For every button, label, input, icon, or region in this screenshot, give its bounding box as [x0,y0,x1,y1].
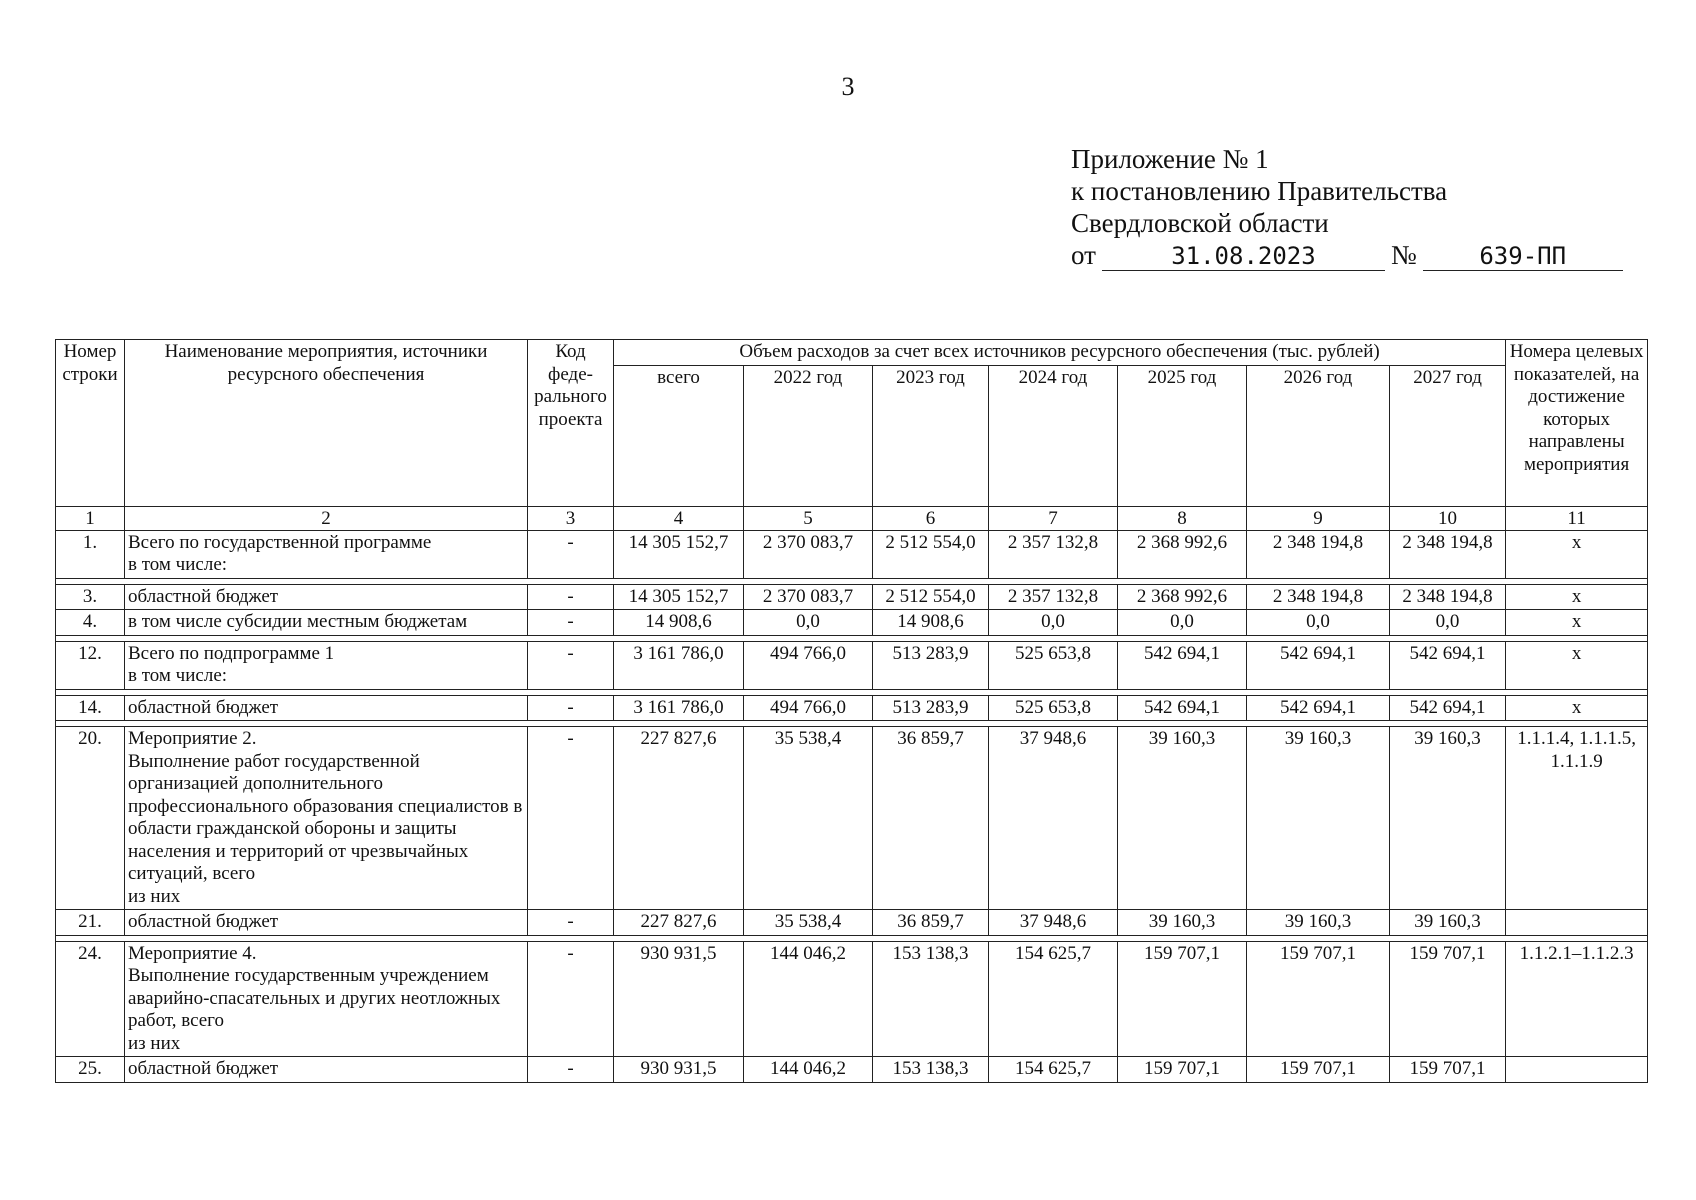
column-number: 7 [989,506,1118,530]
row-targets: 1.1.1.4, 1.1.1.5, 1.1.1.9 [1506,727,1648,910]
row-2023: 36 859,7 [873,910,989,936]
row-2025: 39 160,3 [1118,910,1247,936]
row-2025: 0,0 [1118,610,1247,636]
document-date: 31.08.2023 [1102,242,1385,271]
table-row [56,1057,1648,1083]
row-targets: х [1506,584,1648,610]
header-targets: Номера целевых показателей, на достижение которых направлены мероприятия [1506,340,1648,507]
row-2025: 2 368 992,6 [1118,530,1247,578]
row-name: областной бюджет [125,584,528,610]
row-targets [1506,1057,1648,1083]
header-row-1 [56,340,1648,366]
row-targets: х [1506,641,1648,689]
row-2024: 525 653,8 [989,641,1118,689]
row-2023: 513 283,9 [873,695,989,721]
row-federal-code: - [528,1057,614,1083]
table-row [56,941,1648,1057]
row-federal-code: - [528,910,614,936]
budget-table [55,339,1648,1083]
column-number: 3 [528,506,614,530]
row-2022: 494 766,0 [744,695,873,721]
table-row [56,610,1648,636]
row-2025: 542 694,1 [1118,641,1247,689]
table-row [56,695,1648,721]
appendix-block [1071,143,1629,271]
row-2025: 159 707,1 [1118,1057,1247,1083]
row-2023: 36 859,7 [873,727,989,910]
row-2022: 144 046,2 [744,941,873,1057]
row-2024: 0,0 [989,610,1118,636]
row-targets [1506,910,1648,936]
row-targets: х [1506,610,1648,636]
row-number: 24. [56,941,125,1057]
row-name: областной бюджет [125,910,528,936]
row-2024: 2 357 132,8 [989,584,1118,610]
row-targets: х [1506,530,1648,578]
row-name: в том числе субсидии местным бюджетам [125,610,528,636]
header-2023: 2023 год [873,365,989,506]
row-federal-code: - [528,530,614,578]
row-2026: 159 707,1 [1247,1057,1390,1083]
row-name: областной бюджет [125,1057,528,1083]
row-2027: 159 707,1 [1390,1057,1506,1083]
header-row-number: Номер строки [56,340,125,507]
column-number: 4 [614,506,744,530]
appendix-date-number-row [1071,239,1629,271]
row-2026: 0,0 [1247,610,1390,636]
header-2026: 2026 год [1247,365,1390,506]
row-2027: 39 160,3 [1390,727,1506,910]
appendix-region: Свердловской области [1071,208,1329,238]
row-number: 1. [56,530,125,578]
table-row [56,530,1648,578]
document-number: 639-ПП [1423,242,1623,271]
row-federal-code: - [528,941,614,1057]
page-number: 3 [841,72,855,101]
row-2027: 0,0 [1390,610,1506,636]
row-total: 930 931,5 [614,941,744,1057]
row-number: 4. [56,610,125,636]
row-2025: 542 694,1 [1118,695,1247,721]
row-2027: 2 348 194,8 [1390,530,1506,578]
row-federal-code: - [528,584,614,610]
column-number: 9 [1247,506,1390,530]
row-2022: 2 370 083,7 [744,584,873,610]
row-2026: 2 348 194,8 [1247,530,1390,578]
row-2026: 2 348 194,8 [1247,584,1390,610]
row-name: Всего по государственной программе в том числе: [125,530,528,578]
row-total: 3 161 786,0 [614,641,744,689]
number-label: № [1390,240,1417,270]
date-label: от [1071,240,1096,270]
row-2024: 37 948,6 [989,910,1118,936]
row-2023: 153 138,3 [873,1057,989,1083]
row-2025: 2 368 992,6 [1118,584,1247,610]
column-number: 2 [125,506,528,530]
row-2022: 2 370 083,7 [744,530,873,578]
row-number: 21. [56,910,125,936]
row-2023: 513 283,9 [873,641,989,689]
row-name: Всего по подпрограмме 1 в том числе: [125,641,528,689]
header-total: всего [614,365,744,506]
row-number: 25. [56,1057,125,1083]
row-total: 930 931,5 [614,1057,744,1083]
row-2023: 2 512 554,0 [873,584,989,610]
row-total: 14 305 152,7 [614,584,744,610]
row-2024: 2 357 132,8 [989,530,1118,578]
row-2024: 154 625,7 [989,941,1118,1057]
table-row [56,641,1648,689]
row-2027: 542 694,1 [1390,695,1506,721]
row-number: 14. [56,695,125,721]
header-2022: 2022 год [744,365,873,506]
column-number: 6 [873,506,989,530]
budget-table-body [56,530,1648,1082]
header-federal-code: Код феде-рального проекта [528,340,614,507]
row-2022: 144 046,2 [744,1057,873,1083]
column-number: 10 [1390,506,1506,530]
column-number: 1 [56,506,125,530]
table-row [56,584,1648,610]
row-2022: 35 538,4 [744,727,873,910]
row-name: Мероприятие 4. Выполнение государственным учреждением аварийно-спасательных и других неотложных работ, всего из них [125,941,528,1057]
column-number: 11 [1506,506,1648,530]
row-federal-code: - [528,641,614,689]
row-total: 3 161 786,0 [614,695,744,721]
row-total: 227 827,6 [614,727,744,910]
row-2027: 159 707,1 [1390,941,1506,1057]
row-2024: 154 625,7 [989,1057,1118,1083]
row-2026: 39 160,3 [1247,910,1390,936]
header-2027: 2027 год [1390,365,1506,506]
row-number: 12. [56,641,125,689]
row-name: областной бюджет [125,695,528,721]
row-2026: 159 707,1 [1247,941,1390,1057]
row-2026: 542 694,1 [1247,695,1390,721]
row-2026: 39 160,3 [1247,727,1390,910]
row-2023: 153 138,3 [873,941,989,1057]
row-number: 20. [56,727,125,910]
header-volume: Объем расходов за счет всех источников ресурсного обеспечения (тыс. рублей) [614,340,1506,366]
table-row [56,910,1648,936]
row-federal-code: - [528,610,614,636]
row-total: 14 305 152,7 [614,530,744,578]
row-2023: 14 908,6 [873,610,989,636]
row-federal-code: - [528,695,614,721]
row-name: Мероприятие 2. Выполнение работ государственной организацией дополнительного профессионального образования специалистов в области гражданской обороны и защиты населения и территорий от чрезвычайных ситуаций, всего из них [125,727,528,910]
row-2022: 494 766,0 [744,641,873,689]
header-name: Наименование мероприятия, источники ресурсного обеспечения [125,340,528,507]
row-2026: 542 694,1 [1247,641,1390,689]
row-2027: 2 348 194,8 [1390,584,1506,610]
row-2024: 37 948,6 [989,727,1118,910]
header-2024: 2024 год [989,365,1118,506]
row-targets: 1.1.2.1–1.1.2.3 [1506,941,1648,1057]
row-2025: 39 160,3 [1118,727,1247,910]
column-numbers-row [56,506,1648,530]
row-total: 14 908,6 [614,610,744,636]
row-2027: 542 694,1 [1390,641,1506,689]
table-row [56,727,1648,910]
row-total: 227 827,6 [614,910,744,936]
row-2023: 2 512 554,0 [873,530,989,578]
row-federal-code: - [528,727,614,910]
row-2022: 35 538,4 [744,910,873,936]
header-2025: 2025 год [1118,365,1247,506]
row-2024: 525 653,8 [989,695,1118,721]
row-2027: 39 160,3 [1390,910,1506,936]
row-2025: 159 707,1 [1118,941,1247,1057]
appendix-title: Приложение № 1 [1071,144,1269,174]
row-targets: х [1506,695,1648,721]
row-number: 3. [56,584,125,610]
column-number: 5 [744,506,873,530]
appendix-reference: к постановлению Правительства [1071,176,1448,206]
column-number: 8 [1118,506,1247,530]
row-2022: 0,0 [744,610,873,636]
